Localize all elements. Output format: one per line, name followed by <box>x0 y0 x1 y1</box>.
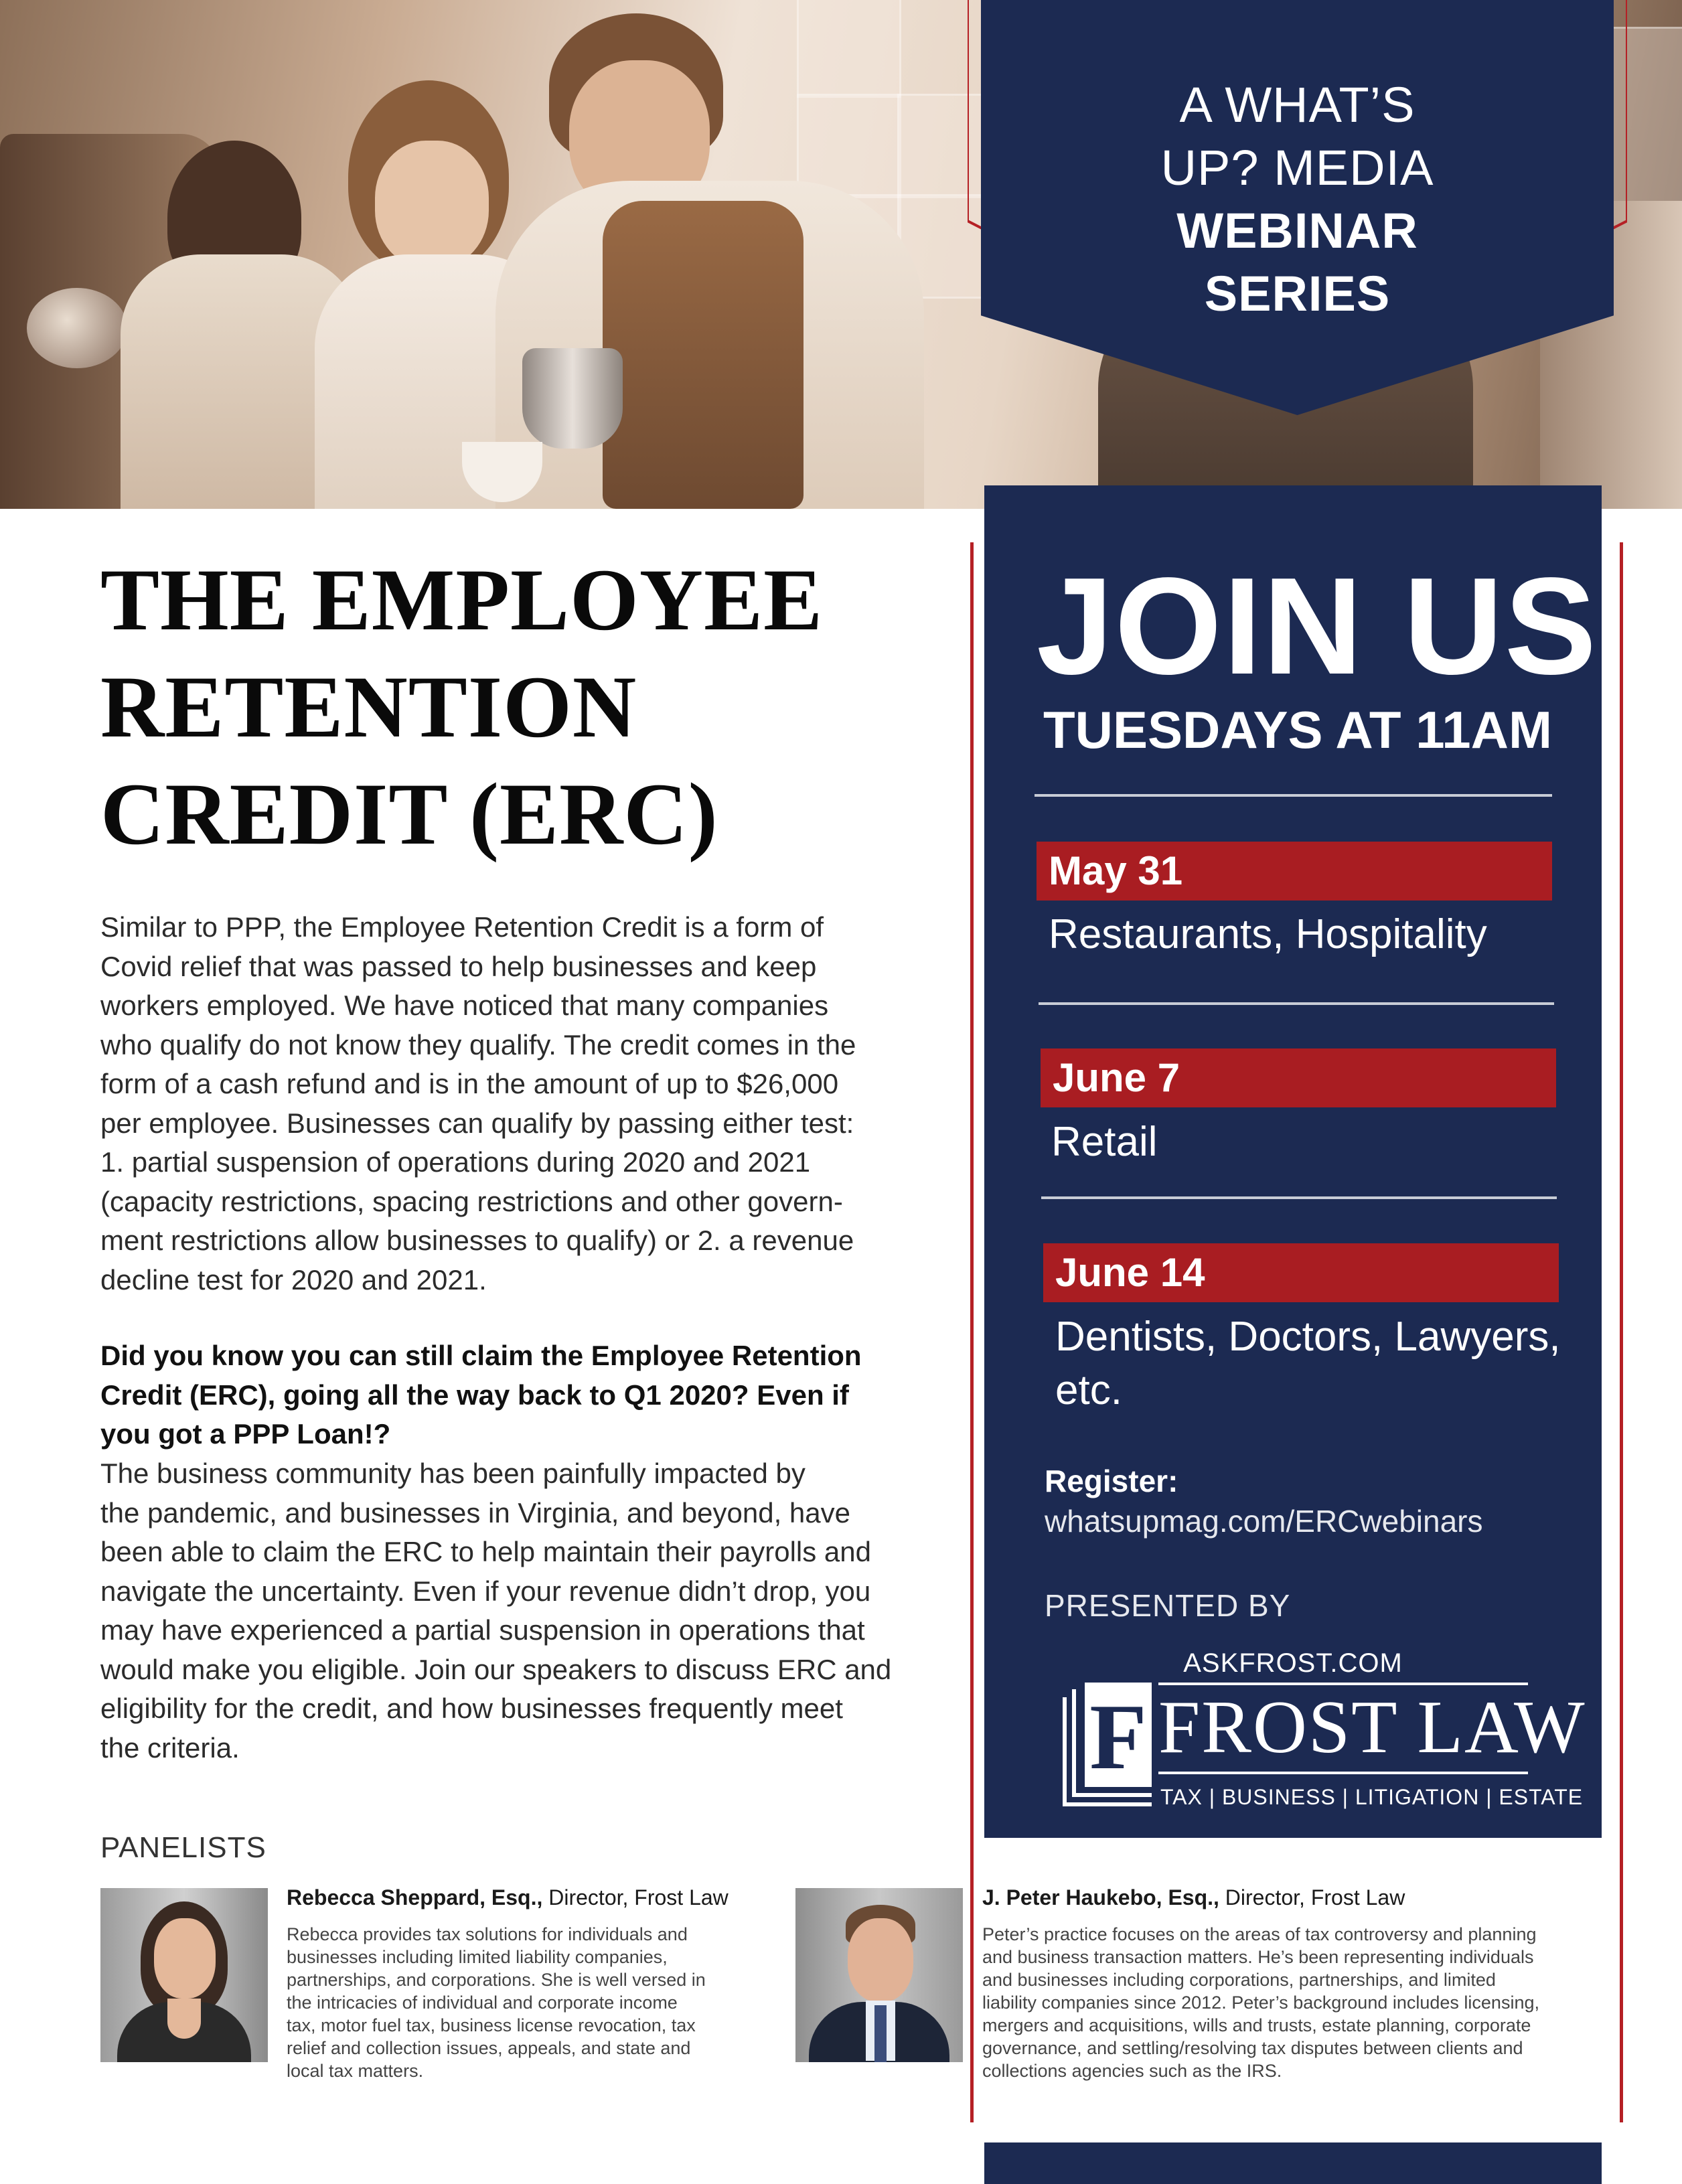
page-title-line-1: THE EMPLOYEE <box>100 550 824 649</box>
session-date-2: June 7 <box>1041 1048 1556 1107</box>
sponsor-website[interactable]: ASKFROST.COM <box>1183 1648 1403 1678</box>
session-topic-3-line-1: Dentists, Doctors, Lawyers, <box>1055 1314 1561 1360</box>
banner-line-1: A WHAT’S <box>1179 77 1416 133</box>
intro-paragraph: Similar to PPP, the Employee Retention Credit is a form of Covid relief that was passed to help businesses and keep workers employed. We have noticed that many companies who qualify do not know they qualify. The credit comes in the form of a cash refund and is in the amount of up to $26,000 per employee. Businesses can qualify by passing either test: 1. partial suspension of operations during 2020 and 2021 (capacity restrictions, spacing restrictions and other govern- ment restrictions allow businesses to qualify) or 2. a revenue decline test for 2020 and 2021. <box>100 911 856 1296</box>
panelists-heading: PANELISTS <box>100 1831 266 1864</box>
session-topic-3-line-2: etc. <box>1055 1367 1122 1413</box>
logo-rule <box>1158 1683 1528 1685</box>
page-title-line-3: CREDIT (ERC) <box>100 765 718 863</box>
panelist-name-line-2: J. Peter Haukebo, Esq., Director, Frost Law <box>982 1885 1405 1909</box>
panelist-name-line-1: Rebecca Sheppard, Esq., Director, Frost Law <box>287 1885 729 1909</box>
session-date-1: May 31 <box>1037 842 1552 901</box>
register-link[interactable]: whatsupmag.com/ERCwebinars <box>1045 1504 1483 1539</box>
logo-letter: F <box>1089 1685 1147 1789</box>
banner-line-3: WEBINAR <box>1176 203 1418 258</box>
logo-rule <box>1158 1772 1528 1774</box>
divider <box>1035 794 1552 797</box>
divider <box>1039 1002 1554 1005</box>
divider <box>1041 1196 1557 1199</box>
frost-law-logo-icon <box>1058 1677 1158 1811</box>
logo-wordmark: FROST LAW <box>1158 1686 1586 1769</box>
panelist-bio-2: Peter’s practice focuses on the areas of tax controversy and planning and business transaction matters. He’s been representing individuals and businesses including corporations, partnerships, and limited liability companies since 2012. Peter’s background includes licensing, mergers and acquisitions, wills and trusts, estate planning, corporate governance, and settling/resolving tax disputes between clients and collections agencies such as the IRS. <box>982 1924 1539 2081</box>
sidebar-border-right <box>1620 542 1623 2122</box>
panelist-bio-1: Rebecca provides tax solutions for individuals and businesses including limited liability companies, partnerships, and corporations. She is well versed in the intricacies of individual and corporate income tax, motor fuel tax, business license revocation, tax relief and collection issues, appeals, and state and local tax matters. <box>287 1924 706 2081</box>
sidebar-bottom-panel <box>984 2142 1602 2184</box>
banner-line-4: SERIES <box>1204 266 1391 321</box>
join-us-heading: JOIN US <box>1037 549 1598 703</box>
schedule-subheading: TUESDAYS AT 11AM <box>1043 700 1552 759</box>
session-date-3: June 14 <box>1043 1243 1559 1302</box>
register-label: Register: <box>1045 1464 1178 1498</box>
sidebar-border-left <box>970 542 974 2122</box>
question-paragraph: Did you know you can still claim the Employee Retention Credit (ERC), going all the way back to Q1 2020? Even if you got a PPP Loan!? <box>100 1340 862 1450</box>
logo-tagline: TAX | BUSINESS | LITIGATION | ESTATE <box>1160 1785 1584 1809</box>
panelist-photo-peter <box>795 1888 963 2062</box>
page-title-line-2: RETENTION <box>100 657 637 756</box>
session-topic-1: Restaurants, Hospitality <box>1049 911 1487 957</box>
banner-line-2: UP? MEDIA <box>1160 140 1434 196</box>
details-paragraph: The business community has been painfully impacted by the pandemic, and businesses in Virginia, and beyond, have been able to claim the ERC to help maintain their payrolls and navigate the uncertainty. Even if your revenue didn’t drop, you may have experienced a partial suspension in operations that would make you eligible. Join our speakers to discuss ERC and eligibility for the credit, and how businesses frequently meet the criteria. <box>100 1458 892 1764</box>
presented-by-label: PRESENTED BY <box>1045 1588 1291 1623</box>
panelist-photo-rebecca <box>100 1888 268 2062</box>
session-topic-2: Retail <box>1051 1119 1158 1165</box>
